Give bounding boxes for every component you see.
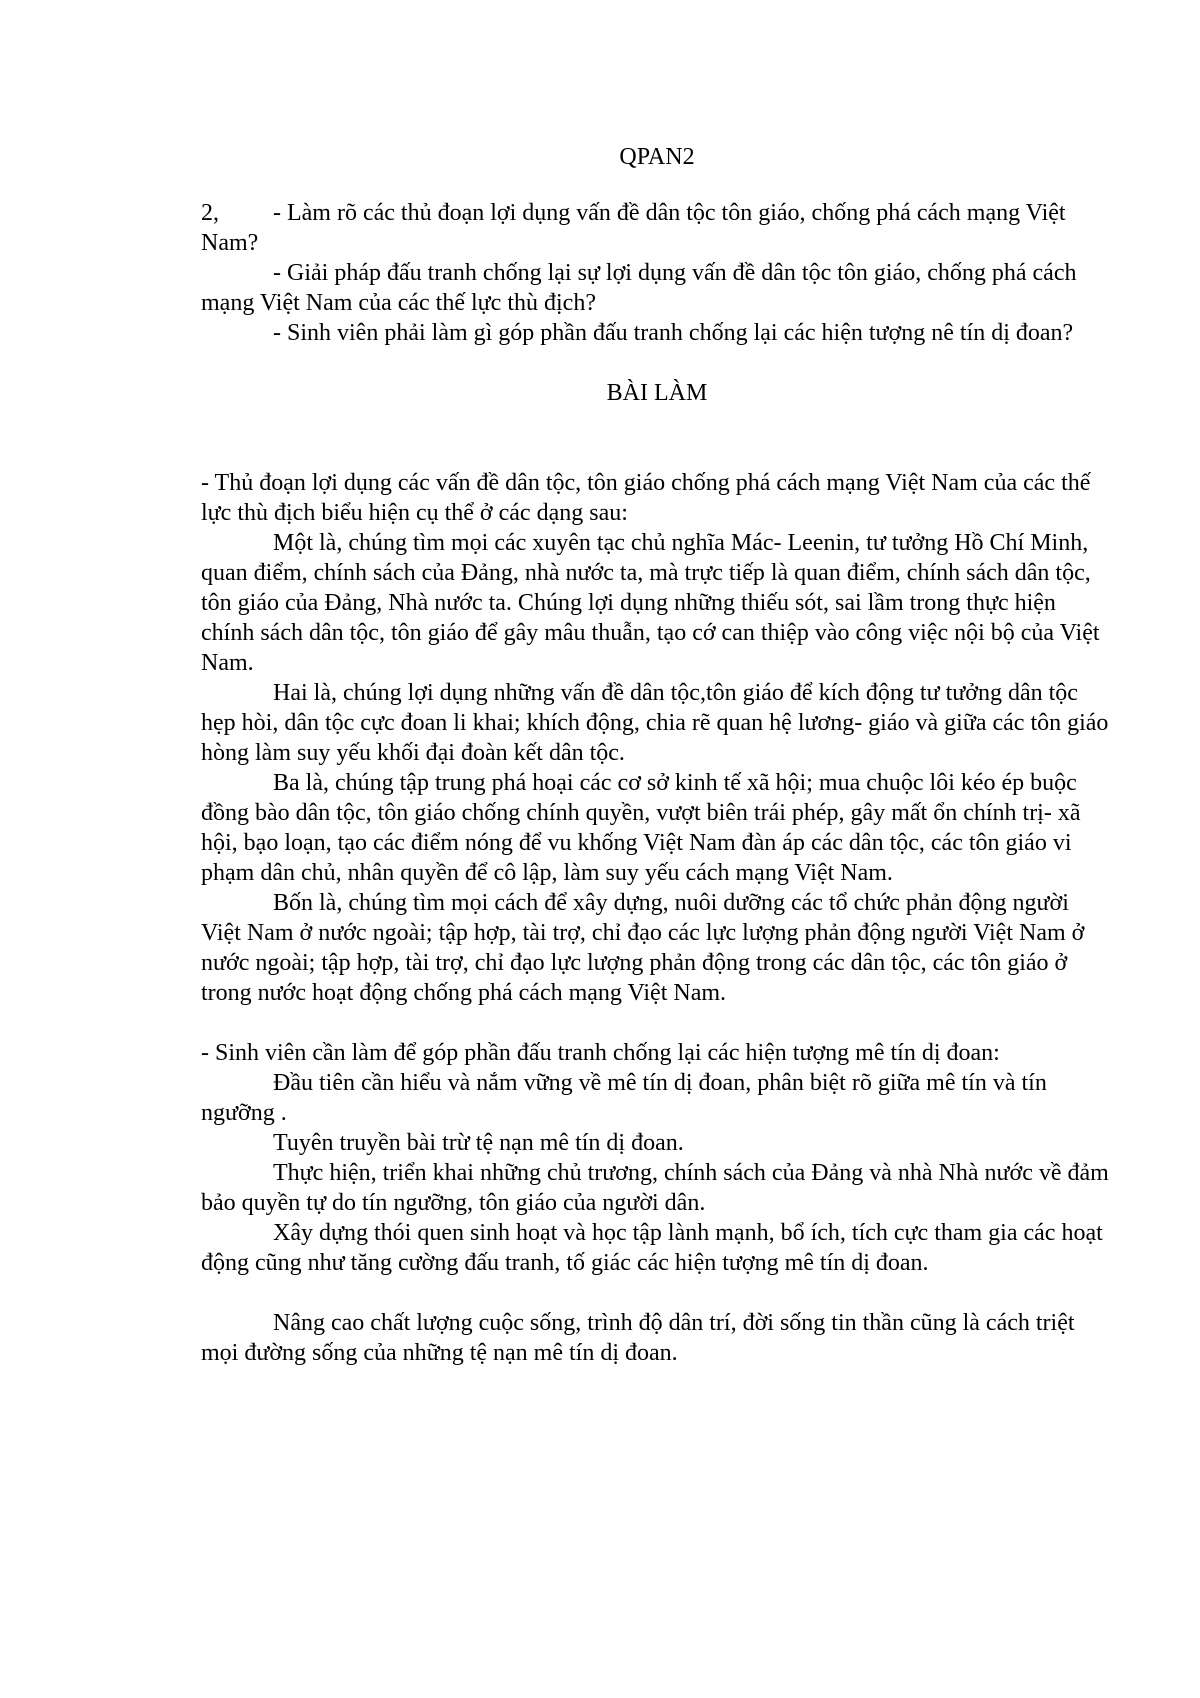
part2-paragraph-1: Đầu tiên cần hiểu và nắm vững về mê tín dị đoan, phân biệt rõ giữa mê tín và tín ngưỡng . (201, 1070, 1047, 1126)
part1-paragraph-2: Hai là, chúng lợi dụng những vấn đề dân tộc,tôn giáo để kích động tư tưởng dân tộc hẹp hòi, dân tộc cực đoan li khai; khích động, chia rẽ quan hệ lương- giáo và giữa các tôn giáo hòng làm suy yếu khối đại đoàn kết dân tộc. (201, 680, 1109, 766)
part1-paragraph-1: Một là, chúng tìm mọi các xuyên tạc chủ nghĩa Mác- Leenin, tư tưởng Hồ Chí Minh, quan điểm, chính sách của Đảng, nhà nước ta, mà trực tiếp là quan điểm, chính sách dân tộc, tôn giáo của Đảng, Nhà nước ta. Chúng lợi dụng những thiếu sót, sai lầm trong thực hiện chính sách dân tộc, tôn giáo để gây mâu thuẫn, tạo cớ can thiệp vào công việc nội bộ của Việt Nam. (201, 530, 1100, 676)
question-1 (201, 198, 1113, 258)
closing-spacer (201, 1278, 1113, 1308)
part2-closing: Nâng cao chất lượng cuộc sống, trình độ dân trí, đời sống tin thần cũng là cách triệt mọi đường sống của những tệ nạn mê tín dị đoan. (201, 1310, 1075, 1366)
question-2: - Giải pháp đấu tranh chống lại sự lợi dụng vấn đề dân tộc tôn giáo, chống phá cách mạng Việt Nam của các thế lực thù địch? (201, 260, 1077, 316)
part1-paragraph-3: Ba là, chúng tập trung phá hoại các cơ sở kinh tế xã hội; mua chuộc lôi kéo ép buộc đồng bào dân tộc, tôn giáo chống chính quyền, vượt biên trái phép, gây mất ổn chính trị- xã hội, bạo loạn, tạo các điểm nóng để vu khống Việt Nam đàn áp các dân tộc, các tôn giáo vi phạm dân chủ, nhân quyền để cô lập, làm suy yếu cách mạng Việt Nam. (201, 770, 1081, 886)
question-number: 2, (201, 200, 219, 226)
section-title: BÀI LÀM (606, 380, 708, 406)
question-3: - Sinh viên phải làm gì góp phần đấu tranh chống lại các hiện tượng nê tín dị đoan? (273, 320, 1074, 346)
part2-paragraph-3: Thực hiện, triển khai những chủ trương, chính sách của Đảng và nhà Nhà nước về đảm bảo quyền tự do tín ngưỡng, tôn giáo của người dân. (201, 1160, 1109, 1216)
section-spacer (201, 1008, 1113, 1038)
question-1-text: - Làm rõ các thủ đoạn lợi dụng vấn đề dân tộc tôn giáo, chống phá cách mạng Việt Nam? (201, 200, 1066, 256)
document-title: QPAN2 (619, 144, 695, 170)
part2-paragraph-4: Xây dựng thói quen sinh hoạt và học tập lành mạnh, bổ ích, tích cực tham gia các hoạt động cũng như tăng cường đấu tranh, tố giác các hiện tượng mê tín dị đoan. (201, 1220, 1103, 1276)
part1-lead: - Thủ đoạn lợi dụng các vấn đề dân tộc, tôn giáo chống phá cách mạng Việt Nam của các thế lực thù địch biểu hiện cụ thể ở các dạng sau: (201, 470, 1091, 526)
document-body (201, 142, 1113, 1368)
part2-lead: - Sinh viên cần làm để góp phần đấu tranh chống lại các hiện tượng mê tín dị đoan: (201, 1040, 1000, 1066)
part1-paragraph-4: Bốn là, chúng tìm mọi cách để xây dựng, nuôi dưỡng các tổ chức phản động người Việt Nam ở nước ngoài; tập hợp, tài trợ, chỉ đạo các lực lượng phản động người Việt Nam ở nước ngoài; tập hợp, tài trợ, chỉ đạo lực lượng phản động trong các dân tộc, các tôn giáo ở trong nước hoạt động chống phá cách mạng Việt Nam. (201, 890, 1085, 1006)
part2-paragraph-2: Tuyên truyền bài trừ tệ nạn mê tín dị đoan. (273, 1130, 684, 1156)
